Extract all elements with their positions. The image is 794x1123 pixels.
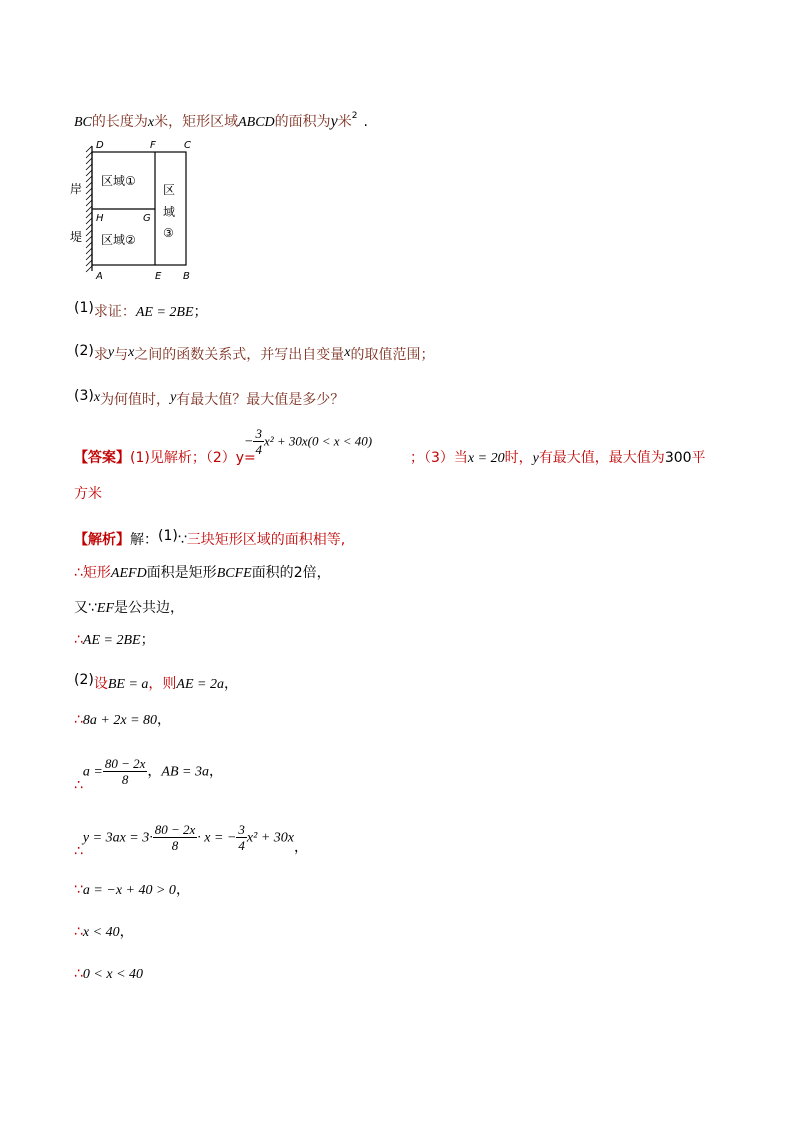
answer-line: 【答案】(1)见解析；（2）y= — [74, 450, 256, 466]
label-c: C — [184, 140, 191, 151]
region-3-label-b: 域 — [163, 205, 176, 219]
shore-label-2: 堤 — [70, 230, 83, 244]
label-f: F — [150, 140, 156, 151]
answer-line-2: 方米 — [74, 486, 102, 502]
solution-line-11: ∴0 < x < 40 — [74, 966, 144, 982]
solution-tag: 【解析】 — [74, 532, 130, 548]
label-b: B — [183, 271, 190, 282]
region-1-label: 区域① — [101, 174, 136, 188]
region-2-label: 区域② — [101, 233, 136, 247]
solution-line-7: ∴a = $\frac{80 - 2x}{8}$ ，AB = 3a， — [74, 756, 223, 794]
solution-line-8: ∴y = 3ax = 3· $\frac{80 - 2x}{8}$ · x = − $\frac{3}{4}$ x² + 30x， — [74, 822, 308, 860]
shore-hatching — [86, 146, 92, 272]
solution-line-1: 【解析】解：(1)∵三块矩形区域的面积相等, — [74, 528, 346, 548]
solution-line-4: ∴AE = 2BE； — [74, 632, 155, 648]
question-3: (3)x为何值时，y有最大值？最大值是多少？ — [74, 388, 345, 408]
solution-line-10: ∴x < 40， — [74, 924, 134, 940]
label-h: H — [96, 213, 104, 224]
question-1: (1)求证：AE = 2BE； — [74, 300, 208, 320]
label-e: E — [155, 271, 162, 282]
solution-line-6: ∴8a + 2x = 80， — [74, 712, 172, 728]
shore-label-1: 岸 — [70, 182, 83, 196]
geometry-figure — [66, 136, 206, 286]
label-a: A — [96, 271, 103, 282]
bc-symbol: BC — [74, 115, 92, 130]
solution-line-3: 又∵EF是公共边， — [74, 600, 185, 616]
region-3-label-a: 区 — [163, 183, 176, 197]
solution-line-2: ∴矩形AEFD面积是矩形BCFE面积的2倍， — [74, 565, 331, 581]
answer-function: − $\frac{3}{4}$ x² + 30x(0 < x < 40) — [244, 426, 373, 457]
solution-line-9: ∵a = −x + 40 > 0， — [74, 882, 190, 898]
answer-tag: 【答案】 — [74, 450, 130, 466]
label-g: G — [143, 213, 151, 224]
intro-line: BC的长度为x米，矩形区域ABCD的面积为y米$^2$ . — [74, 111, 368, 130]
question-2: (2)求y与x之间的函数关系式，并写出自变量x的取值范围； — [74, 343, 435, 363]
label-d: D — [96, 140, 104, 151]
region-3-label-c: ③ — [163, 226, 174, 240]
solution-line-5: (2)设BE = a，则AE = 2a， — [74, 672, 238, 692]
answer-line-rest: ；（3）当x = 20时，y有最大值，最大值为300平 — [410, 450, 706, 466]
